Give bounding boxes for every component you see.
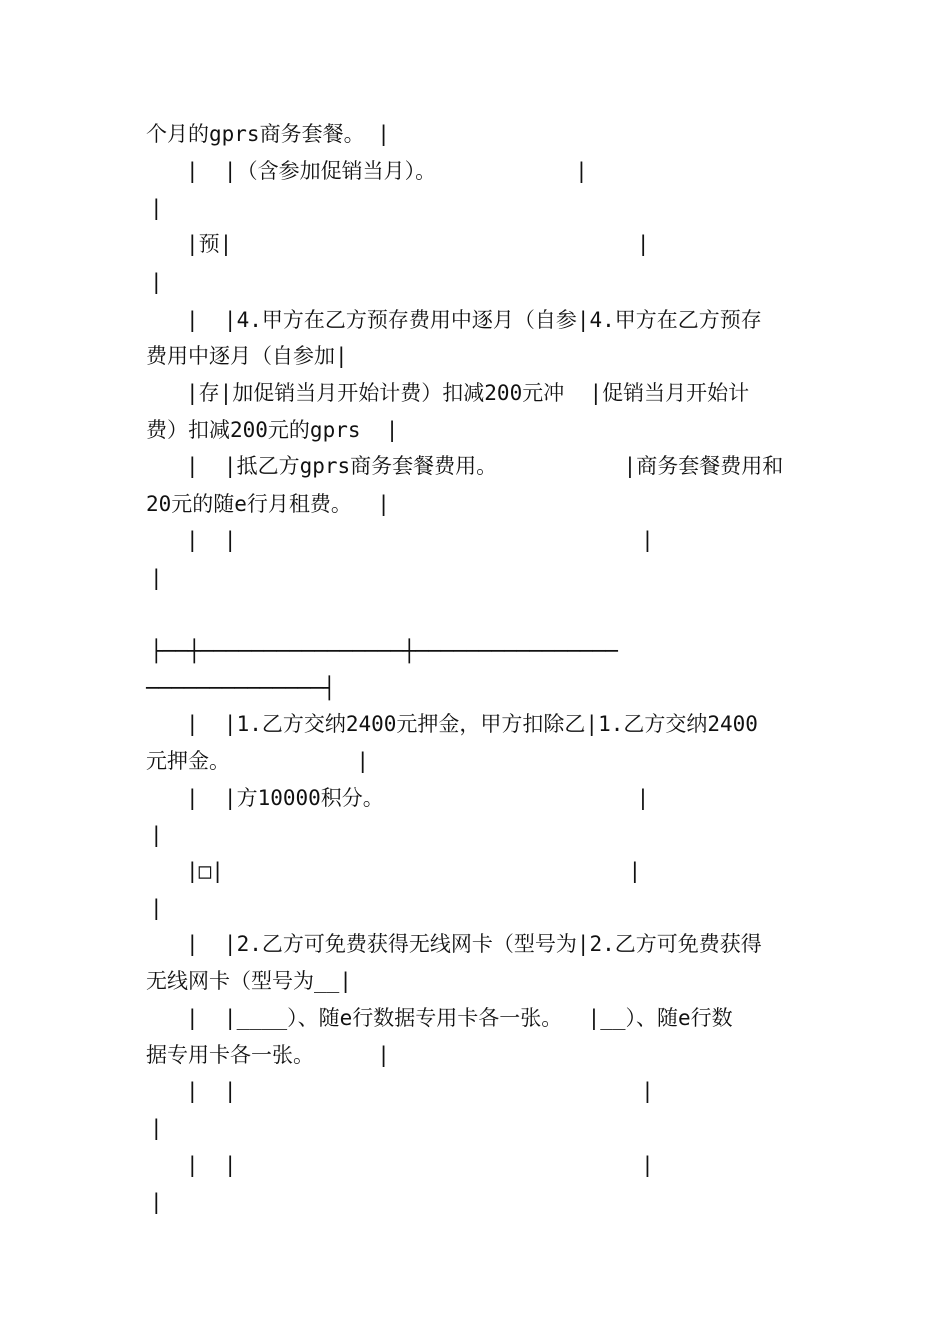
text-line-21: | |2.乙方可免费获得无线网卡（型号为|2.乙方可免费获得	[186, 932, 762, 956]
text-line-4: |预| |	[186, 232, 650, 256]
text-line-16: 元押金。 |	[146, 749, 370, 773]
text-line-12: | | |	[186, 528, 654, 552]
table-border-line-1: ├──┼────────────────┼────────────────	[150, 639, 618, 663]
text-line-13: |	[150, 566, 163, 590]
text-line-2: | |（含参加促销当月）。 |	[186, 159, 588, 183]
text-line-28: |	[150, 1190, 163, 1214]
text-line-19: |□| |	[186, 859, 642, 883]
text-line-10: | |抵乙方gprs商务套餐费用。 |商务套餐费用和	[186, 454, 784, 478]
text-line-8: |存|加促销当月开始计费）扣减200元冲 |促销当月开始计	[186, 381, 750, 405]
text-line-17: | |方10000积分。 |	[186, 786, 650, 810]
text-line-18: |	[150, 823, 163, 847]
text-line-5: |	[150, 270, 163, 294]
text-line-23: | |____）、随e行数据专用卡各一张。 |__）、随e行数	[186, 1006, 733, 1030]
text-line-26: |	[150, 1116, 163, 1140]
text-line-25: | | |	[186, 1079, 654, 1103]
table-border-line-2: ──────────────┤	[146, 676, 336, 700]
text-line-27: | | |	[186, 1153, 654, 1177]
text-line-6: | |4.甲方在乙方预存费用中逐月（自参|4.甲方在乙方预存	[186, 308, 762, 332]
text-line-9: 费）扣减200元的gprs |	[146, 418, 399, 442]
text-line-3: |	[150, 196, 163, 220]
text-line-22: 无线网卡（型号为__|	[146, 969, 352, 993]
text-line-11: 20元的随e行月租费。 |	[146, 492, 390, 516]
text-line-24: 据专用卡各一张。 |	[146, 1043, 390, 1067]
text-line-15: | |1.乙方交纳2400元押金，甲方扣除乙|1.乙方交纳2400	[186, 712, 758, 736]
text-line-20: |	[150, 896, 163, 920]
text-line-1: 个月的gprs商务套餐。 |	[146, 122, 390, 146]
text-line-14	[146, 596, 950, 632]
text-line-7: 费用中逐月（自参加|	[146, 344, 348, 368]
